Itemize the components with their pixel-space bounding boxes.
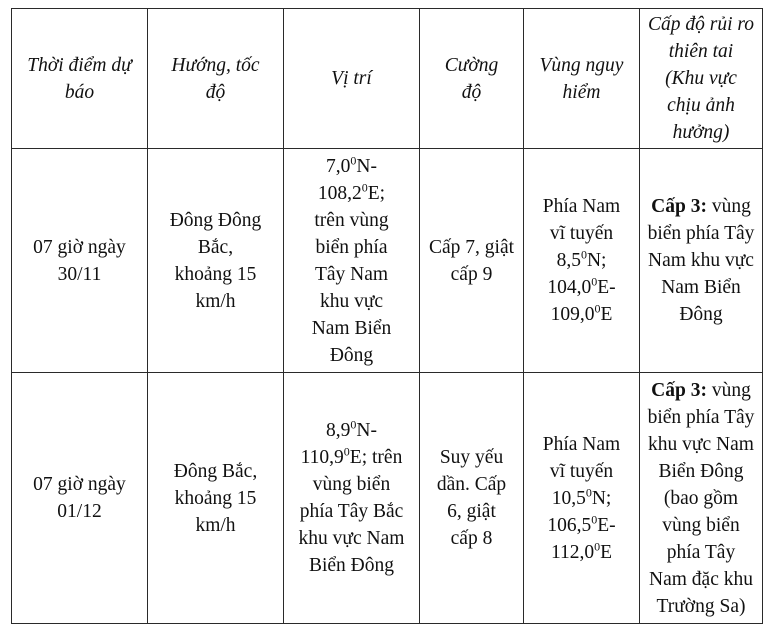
degree-sign: 0 <box>343 444 350 459</box>
position-text: trên vùng biển phía Tây Nam khu vực Nam Biển Đông <box>311 209 392 366</box>
danger-zone-lon-suffix: E- <box>597 277 616 298</box>
table-row <box>12 373 763 624</box>
danger-zone-lon-suffix: E- <box>597 514 616 536</box>
header-direction-speed: Hướng, tốc độ <box>148 9 284 149</box>
risk-level: Cấp 3: <box>651 379 707 401</box>
cell-risk <box>640 149 763 373</box>
danger-zone-lat-suffix: N; <box>586 250 607 271</box>
danger-zone-lon: 104,0 <box>547 277 592 298</box>
danger-zone-lat: 10,5 <box>551 487 586 509</box>
position-lat: 8,9 <box>326 420 351 441</box>
cell-intensity: Cấp 7, giật cấp 9 <box>420 149 524 373</box>
table-row <box>12 149 763 373</box>
danger-zone-lon-end: 109,0 <box>550 304 595 325</box>
position-lon-suffix: E; <box>367 182 386 204</box>
cell-intensity: Suy yếu dần. Cấp 6, giật cấp 8 <box>420 373 524 624</box>
header-danger-zone: Vùng nguy hiểm <box>524 9 640 149</box>
danger-zone-lat-suffix: N; <box>591 487 612 509</box>
storm-forecast-table <box>11 8 763 624</box>
degree-sign: 0 <box>591 512 598 526</box>
cell-position <box>284 373 420 624</box>
header-time: Thời điểm dự báo <box>12 9 148 149</box>
position-lon: 110,9 <box>300 447 344 468</box>
cell-danger-zone <box>524 149 640 373</box>
degree-sign: 0 <box>350 417 357 432</box>
degree-sign: 0 <box>585 485 592 499</box>
danger-zone-lon-end-suffix: E <box>600 541 613 563</box>
risk-area: vùng biển phía Tây khu vực Nam Biển Đông (bao gồm vùng biển phía Tây Nam đặc khu Trường Sa) <box>647 379 755 617</box>
degree-sign: 0 <box>361 180 368 194</box>
danger-zone-lon: 106,5 <box>547 514 592 536</box>
cell-direction-speed: Đông Bắc, khoảng 15 km/h <box>148 373 284 624</box>
position-lat: 7,0 <box>326 155 351 177</box>
degree-sign: 0 <box>591 274 598 289</box>
danger-zone-prefix: Phía Nam vĩ tuyến <box>542 433 621 482</box>
risk-area: vùng biển phía Tây Nam khu vực Nam Biển Đông <box>647 196 755 325</box>
position-lat-suffix: N- <box>356 420 377 441</box>
danger-zone-prefix: Phía Nam vĩ tuyến <box>542 196 621 244</box>
header-position: Vị trí <box>284 9 420 149</box>
header-intensity: Cường độ <box>420 9 524 149</box>
header-risk-level: Cấp độ rủi ro thiên tai (Khu vực chịu ảnh hưởng) <box>640 9 763 149</box>
position-lat-suffix: N- <box>356 155 377 177</box>
position-text: trên vùng biển phía Tây Bắc khu vực Nam Biển Đông <box>298 447 405 576</box>
cell-position <box>284 149 420 373</box>
cell-time: 07 giờ ngày 30/11 <box>12 149 148 373</box>
position-lon-suffix: E; <box>349 447 368 468</box>
danger-zone-lon-end: 112,0 <box>550 541 595 563</box>
cell-direction-speed: Đông Đông Bắc, khoảng 15 km/h <box>148 149 284 373</box>
cell-risk <box>640 373 763 624</box>
position-lon: 108,2 <box>317 182 362 204</box>
degree-sign: 0 <box>594 539 601 553</box>
degree-sign: 0 <box>594 301 601 316</box>
cell-danger-zone <box>524 373 640 624</box>
degree-sign: 0 <box>350 153 357 167</box>
risk-level: Cấp 3: <box>651 196 707 217</box>
header-row <box>12 9 763 149</box>
danger-zone-lon-end-suffix: E <box>600 304 613 325</box>
degree-sign: 0 <box>580 247 587 262</box>
cell-time: 07 giờ ngày 01/12 <box>12 373 148 624</box>
danger-zone-lat: 8,5 <box>556 250 581 271</box>
